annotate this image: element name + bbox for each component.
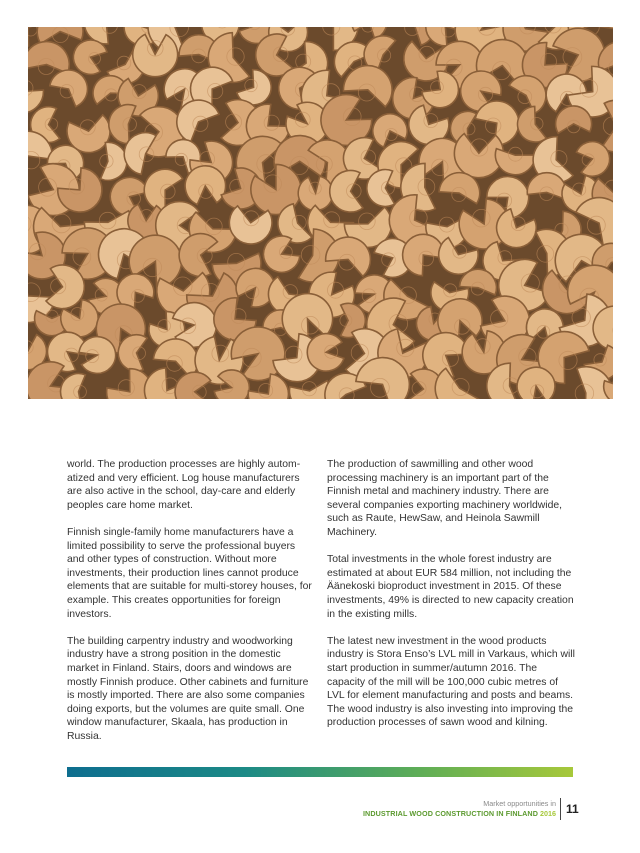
- stacked-logs-illustration: [28, 27, 613, 399]
- footer-title: INDUSTRIAL WOOD CONSTRUCTION IN FINLAND: [362, 809, 538, 818]
- page-number: 11: [566, 802, 579, 816]
- footer-year: 2016: [540, 809, 556, 818]
- gradient-divider-bar: [67, 767, 573, 777]
- left-paragraph-1: world. The production processes are highly automatized and very efficient. Log house manufacturers are also active in the school, day-care and elderly peoples care home market.: [67, 459, 301, 511]
- left-paragraph-2: Finnish single-family home manufacturers have a limited possibility to serve the professional buyers and other types of construction. Without more investments, their production lines cannot produce elements that are suitable for multi-storey houses, for example. This creates opportunities for foreign investors.: [67, 526, 312, 620]
- right-paragraph-3: The latest new investment in the wood products industry is Stora Enso’s LVL mill in Varkaus, which will start production in summer/autumn 2016. The capacity of the mill will be 100,000 cubic metres of LVL for element manufacturing and posts and beams. The wood industry is also investing into improving the production processes of sawn wood and kilning.: [327, 635, 575, 729]
- footer-divider: [560, 798, 561, 820]
- firewood-stack-photo: [28, 27, 613, 399]
- left-text-column: [67, 458, 313, 757]
- right-text-column: [327, 458, 575, 743]
- footer-publication-title: [363, 799, 556, 819]
- footer-subtitle: Market opportunities in: [483, 799, 556, 808]
- right-paragraph-2: Total investments in the whole forest industry are estimated at about EUR 584 million, not including the Äänekoski bioproduct investment in 2015. Of these investments, 49% is directed to new capacity creation in the existing mills.: [327, 554, 574, 620]
- right-paragraph-1: The production of sawmilling and other wood processing machinery is an important part of the Finnish metal and machinery industry. There are several companies exporting machinery worldwide, such as Raute, HewSaw, and Heinola Sawmill Machinery.: [327, 459, 563, 538]
- left-paragraph-3: The building carpentry industry and woodworking industry have a strong position in the domestic market in Finland. Stairs, doors and windows are mostly Finnish produce. Other cabinets and furniture is mostly imported. There are also some companies doing exports, but the volumes are quite small. One window manufacturer, Skaala, has production in Russia.: [67, 635, 309, 742]
